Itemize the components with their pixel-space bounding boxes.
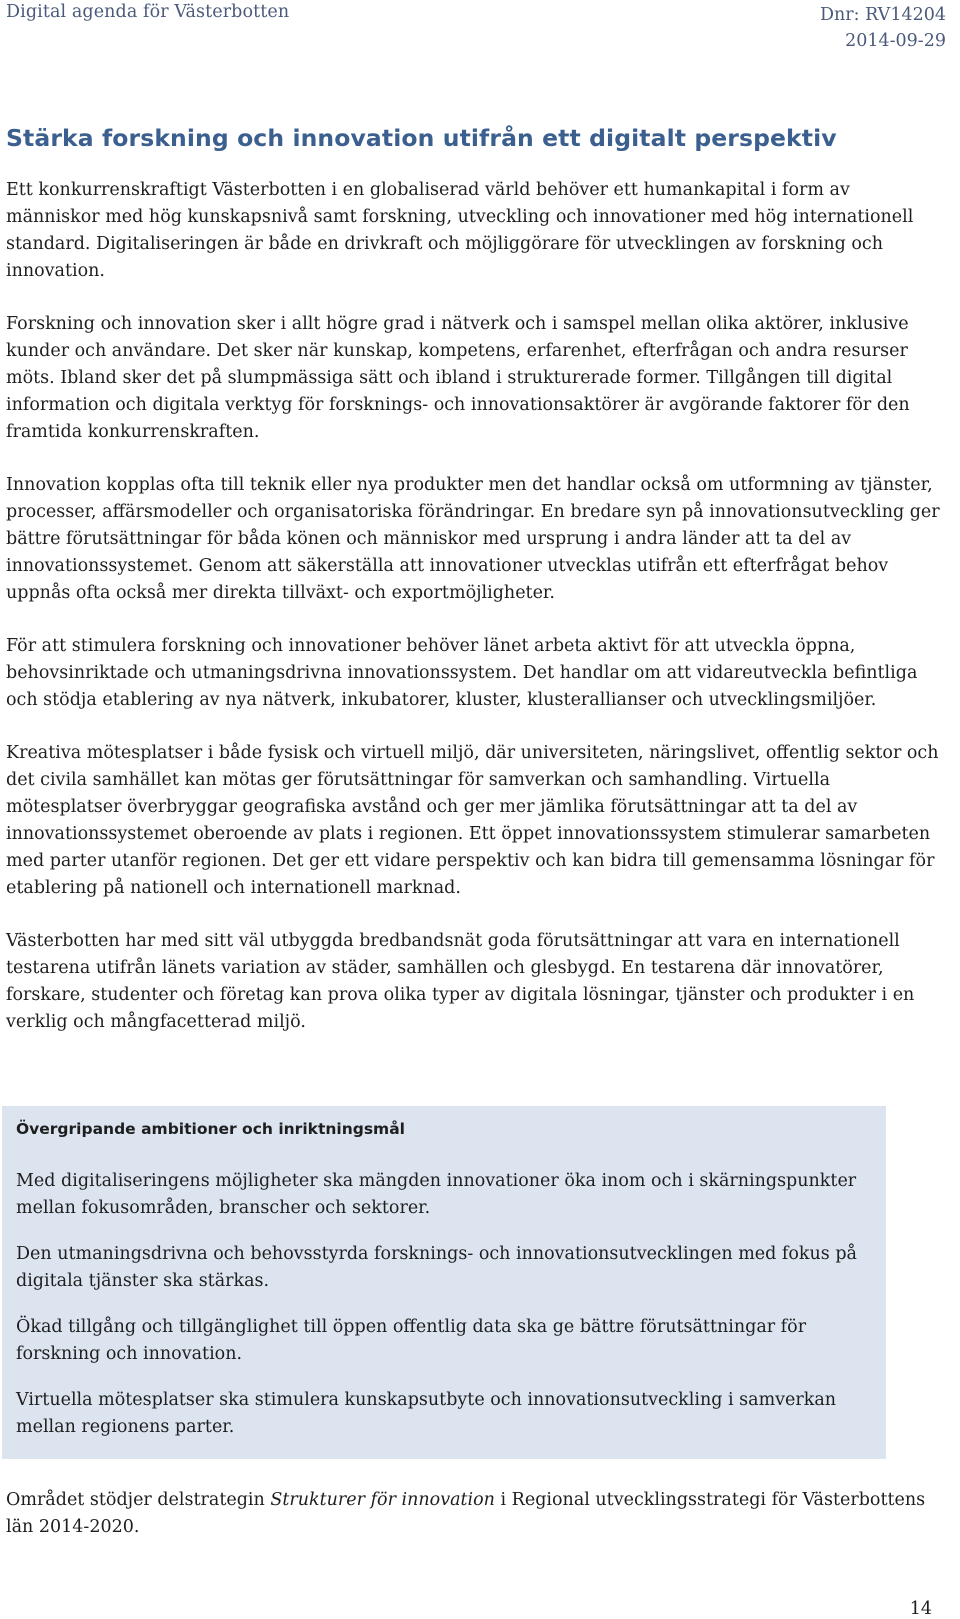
paragraph: Västerbotten har med sitt väl utbyggda bredbandsnät goda förutsättningar att vara en internationell testarena utifrån länets variation av städer, samhällen och glesbygd. En testarena där innovatörer, forskare, studenter och företag kan prova olika typer av digitala lösningar, tjänster och produkter i en verklig och mångfacetterad miljö. — [6, 931, 915, 1032]
ambition-item: Virtuella mötesplatser ska stimulera kunskapsutbyte och innovationsutveckling i samverkan mellan regionens parter. — [16, 1390, 837, 1437]
paragraph: Ett konkurrenskraftigt Västerbotten i en globaliserad värld behöver ett humankapital i form av människor med hög kunskapsnivå samt forskning, utveckling och innovationer med hög internationell standard. Digitaliseringen är både en drivkraft och möjliggörare för utvecklingen av forskning och innovation. — [6, 180, 914, 281]
paragraph: Innovation kopplas ofta till teknik eller nya produkter men det handlar också om utformning av tjänster, processer, affärsmodeller och organisatoriska förändringar. En bredare syn på innovationsutveckling ger bättre förutsättningar för båda könen och människor med ursprung i andra länder att ta del av innovationssystemet. Genom att säkerställa att innovationer utvecklas utifrån ett efterfrågat behov uppnås ofta också mer direkta tillväxt- och exportmöjligheter. — [6, 475, 940, 603]
section-title: Stärka forskning och innovation utifrån ett digitalt perspektiv — [6, 124, 837, 152]
page-number: 14 — [909, 1599, 932, 1619]
ambition-box — [2, 1106, 886, 1459]
document-date: 2014-09-29 — [845, 31, 946, 51]
closing-statement — [6, 1487, 926, 1541]
paragraph: Forskning och innovation sker i allt högre grad i nätverk och i samspel mellan olika aktörer, inklusive kunder och användare. Det sker när kunskap, kompetens, erfarenhet, efterfrågan och andra resurser möts. Ibland sker det på slumpmässiga sätt och ibland i strukturerade former. Tillgången till digital information och digitala verktyg för forsknings- och innovationsaktörer är avgörande faktorer för den framtida konkurrenskraften. — [6, 314, 910, 442]
paragraph: Kreativa mötesplatser i både fysisk och virtuell miljö, där universiteten, näringslivet, offentlig sektor och det civila samhället kan mötas ger förutsättningar för samverkan och samhandling. Virtuella mötesplatser överbryggar geografiska avstånd och ger mer jämlika förutsättningar att ta del av innovationssystemet oberoende av plats i regionen. Ett öppet innovationssystem stimulerar samarbeten med parter utanför regionen. Det ger ett vidare perspektiv och kan bidra till gemensamma lösningar för etablering på nationell och internationell marknad. — [6, 743, 939, 898]
document-title: Digital agenda för Västerbotten — [6, 2, 290, 22]
ambition-box-title: Övergripande ambitioner och inriktningsmål — [16, 1120, 405, 1138]
ambition-item: Den utmaningsdrivna och behovsstyrda forsknings- och innovationsutvecklingen med fokus på digitala tjänster ska stärkas. — [16, 1244, 857, 1291]
closing-suffix: i Regional utvecklingsstrategi för Västerbottens län 2014-2020. — [6, 1490, 926, 1537]
body-text — [6, 177, 946, 1062]
ambition-list — [16, 1168, 876, 1460]
ambition-item: Med digitaliseringens möjligheter ska mängden innovationer öka inom och i skärningspunkter mellan fokusområden, branscher och sektorer. — [16, 1171, 857, 1218]
page-header — [0, 0, 960, 60]
strategy-name: Strukturer för innovation — [270, 1490, 495, 1510]
document-reference-number: Dnr: RV14204 — [820, 5, 946, 25]
ambition-item: Ökad tillgång och tillgänglighet till öppen offentlig data ska ge bättre förutsättningar för forskning och innovation. — [16, 1317, 807, 1364]
document-meta — [820, 2, 946, 54]
closing-prefix: Området stödjer delstrategin — [6, 1490, 271, 1510]
paragraph: För att stimulera forskning och innovationer behöver länet arbeta aktivt för att utveckla öppna, behovsinriktade och utmaningsdrivna innovationssystem. Det handlar om att vidareutveckla befintliga och stödja etablering av nya nätverk, inkubatorer, kluster, klusterallianser och utvecklingsmiljöer. — [6, 636, 918, 710]
